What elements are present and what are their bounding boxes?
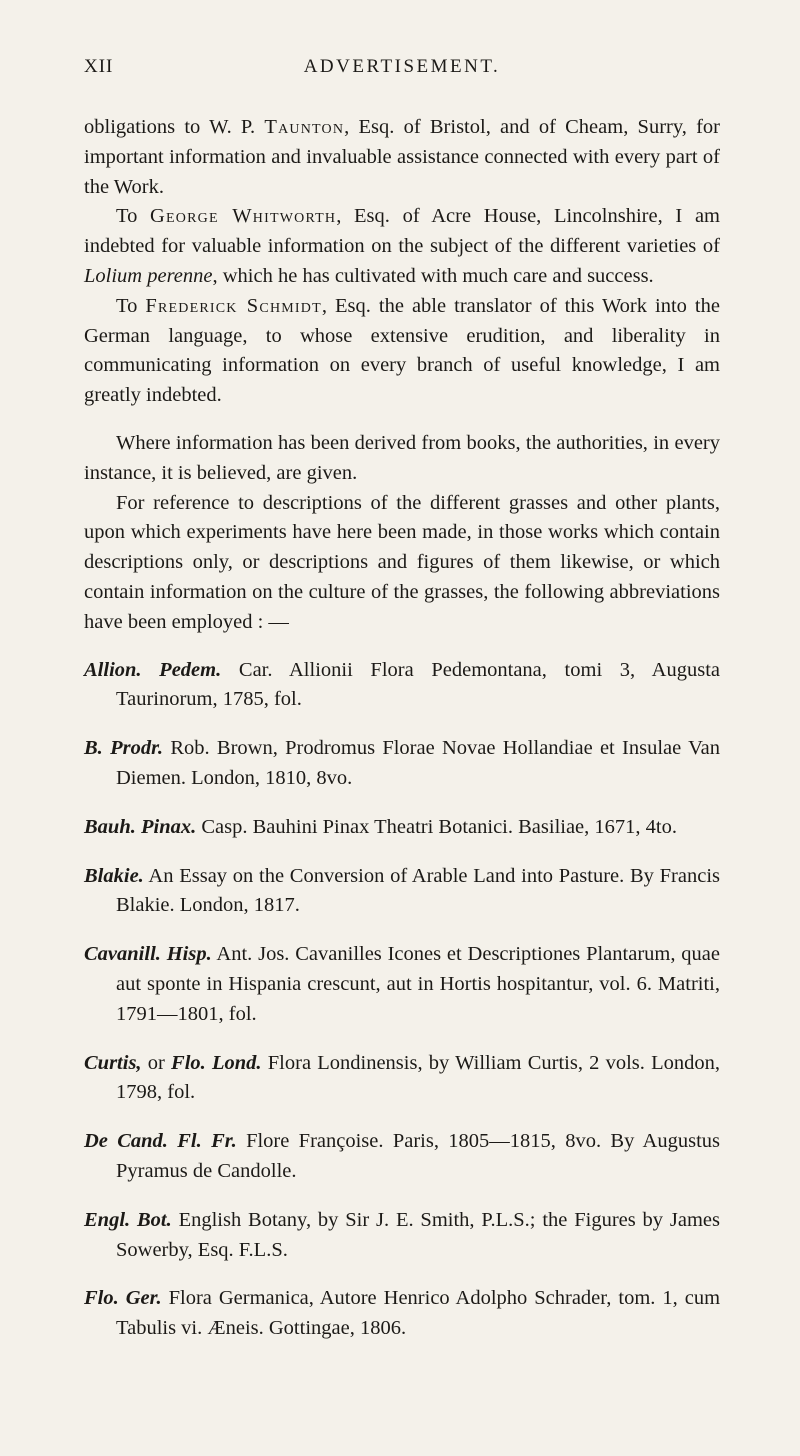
reference-abbreviation: Bauh. Pinax. <box>84 815 197 838</box>
reference-item <box>84 1127 720 1187</box>
reference-item <box>84 1049 720 1109</box>
reference-text: Flore Françoise. Paris, 1805—1815, 8vo. By Augustus Pyramus de Candolle. <box>116 1130 720 1182</box>
reference-text: An Essay on the Conversion of Arable Land into Pasture. By Francis Blakie. London, 1817. <box>116 864 720 917</box>
paragraph-abbreviations-intro: For reference to descriptions of the different grasses and other plants, upon which experiments have here been made, in those works which contain descriptions only, or descriptions and figures of them likewise, or which contain information on the culture of the grasses, the following abbreviations have been employed : — <box>84 491 720 633</box>
reference-text: Ant. Jos. Cavanilles Icones et Descriptiones Plantarum, quae aut sponte in Hispania crescunt, aut in Hortis hospitantur, vol. 6. Matriti, 1791—1801, fol. <box>116 943 720 1025</box>
page-number: XII <box>84 56 114 77</box>
reference-abbreviation: Blakie. <box>84 864 144 887</box>
text-span: obligations to W. P. <box>84 116 265 138</box>
reference-abbreviation: De Cand. Fl. Fr. <box>84 1130 237 1153</box>
reference-item <box>84 862 720 922</box>
reference-text: Flora Londinensis, by William Curtis, 2 vols. London, 1798, fol. <box>116 1051 721 1104</box>
body-text <box>84 113 720 1363</box>
text-span: , which he has cultivated with much care and success. <box>212 264 654 287</box>
reference-text: Car. Allionii Flora Pedemontana, tomi 3, Augusta Taurinorum, 1785, fol. <box>116 658 721 711</box>
text-span: , Esq. the able translator of this Work into the German language, to whose extensive erudition, and liberality in communicating information on every branch of useful knowledge, I am greatly indebted. <box>84 294 720 407</box>
reference-abbreviation: Allion. Pedem. <box>84 658 222 681</box>
reference-connector: or <box>141 1051 172 1074</box>
text-span: To <box>116 205 151 228</box>
reference-text: Rob. Brown, Prodromus Florae Novae Hollandiae et Insulae Van Diemen. London, 1810, 8vo. <box>116 737 720 789</box>
text-span: To <box>116 294 146 317</box>
paragraph-taunton <box>84 113 720 202</box>
reference-abbreviation-alt: Flo. Lond. <box>171 1051 262 1074</box>
reference-abbreviation: Cavanill. Hisp. <box>84 943 212 966</box>
paragraph-whitworth <box>84 202 720 291</box>
reference-item <box>84 734 720 794</box>
reference-abbreviation: Curtis, <box>84 1051 142 1074</box>
person-name: Frederick Schmidt <box>145 294 322 317</box>
reference-item <box>84 1284 720 1344</box>
running-head: ADVERTISEMENT. <box>303 56 501 77</box>
reference-text: Flora Germanica, Autore Henrico Adolpho Schrader, tom. 1, cum Tabulis vi. Æneis. Gottingae, 1806. <box>116 1287 721 1340</box>
paragraph-schmidt <box>84 292 720 411</box>
reference-abbreviation: Flo. Ger. <box>84 1287 162 1310</box>
text-span: , Esq. of Bristol, and of Cheam, Surry, for important information and invaluable assistance connected with every part of the Work. <box>84 116 721 198</box>
reference-text: Casp. Bauhini Pinax Theatri Botanici. Basiliae, 1671, 4to. <box>201 815 677 838</box>
person-name: Taunton <box>264 116 345 138</box>
reference-abbreviation: B. Prodr. <box>84 737 164 760</box>
reference-list <box>84 656 720 1344</box>
reference-item <box>84 813 720 843</box>
text-span: , Esq. of Acre House, Lincolnshire, I am indebted for valuable information on the subject of the different varieties of <box>84 205 721 258</box>
species-name: Lolium perenne <box>84 264 213 287</box>
person-name: George Whitworth <box>150 205 337 228</box>
reference-abbreviation: Engl. Bot. <box>84 1208 172 1231</box>
reference-item <box>84 656 720 716</box>
reference-item <box>84 1206 720 1266</box>
reference-item <box>84 940 720 1029</box>
page-header <box>84 56 720 84</box>
reference-text: English Botany, by Sir J. E. Smith, P.L.S.; the Figures by James Sowerby, Esq. F.L.S. <box>116 1208 720 1261</box>
paragraph-authorities: Where information has been derived from books, the authorities, in every instance, it is believed, are given. <box>84 431 720 484</box>
